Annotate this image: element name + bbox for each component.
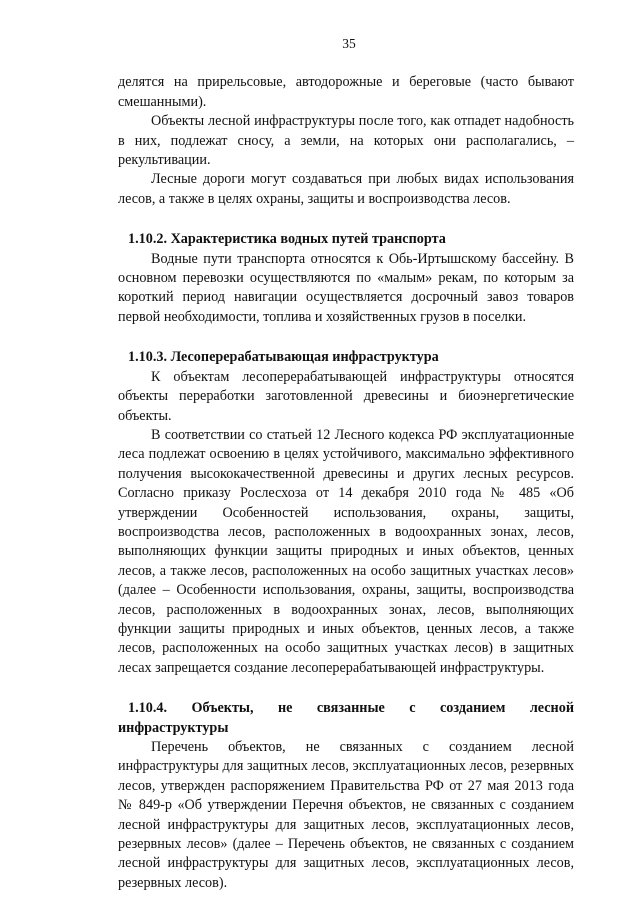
section-heading-non-infrastructure-objects-cont: инфраструктуры bbox=[118, 719, 229, 736]
paragraph-infrastructure-demolition: Объекты лесной инфраструктуры после того, как отпадет надобность в них, подлежат сносу, а земли, на которых они располагались, – рекультивации. bbox=[118, 113, 574, 169]
section-heading-water-transport: 1.10.2. Характеристика водных путей транспорта bbox=[128, 231, 446, 248]
section-heading-wood-processing: 1.10.3. Лесоперерабатывающая инфраструктура bbox=[128, 349, 439, 366]
section-heading-non-infrastructure-objects: 1.10.4. Объекты, не связанные с созданием лесной bbox=[128, 700, 574, 717]
document-page bbox=[118, 34, 574, 893]
paragraph-objects-list: Перечень объектов, не связанных с созданием лесной инфраструктуры для защитных лесов, эксплуатационных лесов, резервных лесов, утвержден распоряжением Правительства РФ от 27 мая 2013 года № 849-р «Об утверждении Перечня объектов, не связанных с созданием лесной инфраструктуры для защитных лесов, эксплуатационных лесов, резервных лесов» (далее – Перечень объектов, не связанных с созданием лесной инфраструктуры для защитных лесов, эксплуатационных лесов, резервных лесов). bbox=[118, 739, 574, 891]
paragraph-forest-roads: Лесные дороги могут создаваться при любых видах использования лесов, а также в целях охраны, защиты и воспроизводства лесов. bbox=[118, 171, 574, 207]
paragraph-forest-code-article: В соответствии со статьей 12 Лесного кодекса РФ эксплуатационные леса подлежат освоению в целях устойчивого, максимально эффективного получения высококачественной древесины и других лесных ресурсов. Согласно приказу Рослесхоза от 14 декабря 2010 года № 485 «Об утверждении Особенностей использования, охраны, защиты, воспроизводства лесов, расположенных в водоохранных зонах, лесов, выполняющих функции защиты природных и иных объектов, ценных лесов, а также лесов, расположенных на особо защитных участках лесов» (далее – Особенности использования, охраны, защиты, воспроизводства лесов, расположенных в водоохранных зонах, лесов, выполняющих функции защиты природных и иных объектов, ценных лесов, а также лесов, расположенных на особо защитных участках лесов) в защитных лесах запрещается создание лесоперерабатывающей инфраструктуры. bbox=[118, 426, 574, 676]
paragraph-roads-types: делятся на прирельсовые, автодорожные и береговые (часто бывают смешанными). bbox=[118, 74, 574, 110]
page-number: 35 bbox=[342, 36, 356, 51]
paragraph-water-transport: Водные пути транспорта относятся к Обь-Иртышскому бассейну. В основном перевозки осуществляются по «малым» рекам, по которым за короткий период навигации осуществляется досрочный завоз товаров первой необходимости, топлива и хозяйственных грузов в поселки. bbox=[118, 250, 574, 325]
paragraph-wood-processing-objects: К объектам лесоперерабатывающей инфраструктуры относятся объекты переработки заготовленной древесины и биоэнергетические объекты. bbox=[118, 368, 574, 424]
